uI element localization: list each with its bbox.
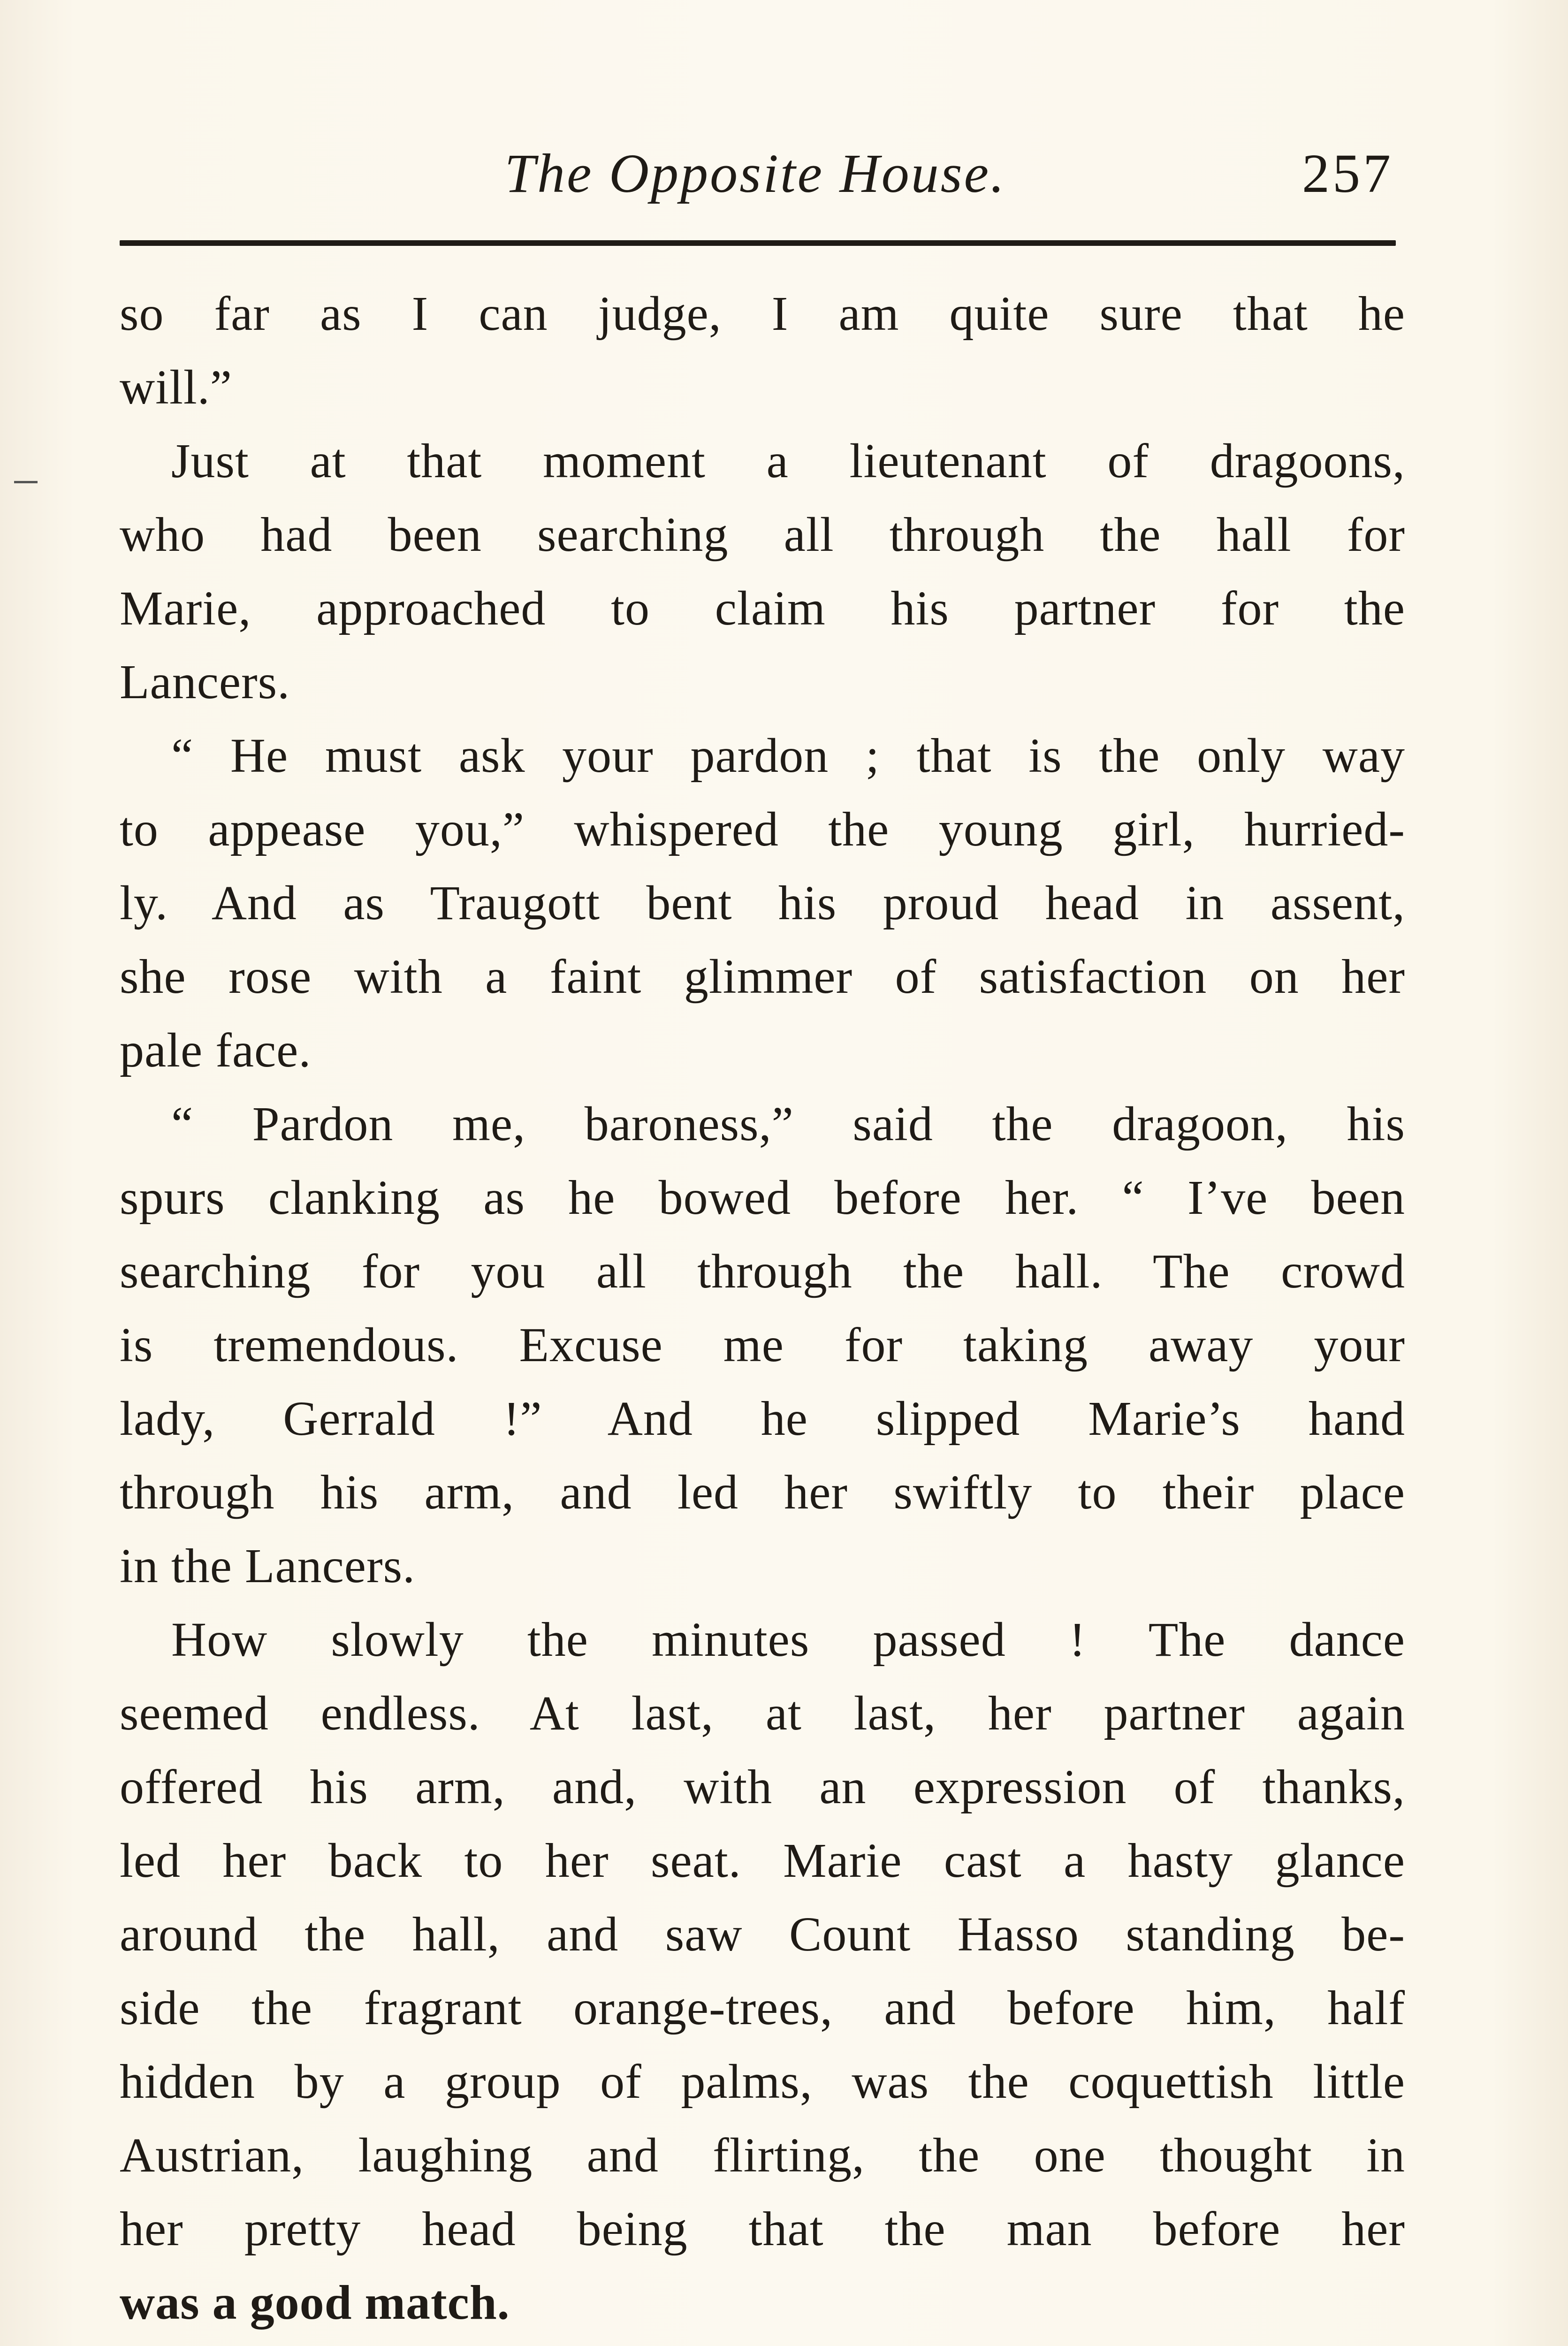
text-line: around the hall, and saw Count Hasso standing be- <box>120 1907 1405 1961</box>
text-line: Marie, approached to claim his partner for the <box>120 581 1405 635</box>
text-line: through his arm, and led her swiftly to their place <box>120 1465 1405 1519</box>
text-line: pale face. <box>120 1023 312 1077</box>
text-line: ly. And as Traugott bent his proud head in assent, <box>120 876 1405 930</box>
text-line: she rose with a faint glimmer of satisfaction on her <box>120 950 1405 1004</box>
text-line: seemed endless. At last, at last, her partner again <box>120 1686 1405 1740</box>
text-line: How slowly the minutes passed ! The dance <box>171 1613 1405 1667</box>
margin-mark <box>14 481 38 483</box>
text-line: Just at that moment a lieutenant of dragoons, <box>171 434 1405 488</box>
text-line: Austrian, laughing and flirting, the one thought in <box>120 2128 1405 2182</box>
header-rule <box>120 240 1396 246</box>
text-line: side the fragrant orange-trees, and before him, half <box>120 1981 1405 2035</box>
text-line: will.” <box>120 360 232 414</box>
text-line: her pretty head being that the man before her <box>120 2202 1405 2256</box>
text-line: lady, Gerrald !” And he slipped Marie’s hand <box>120 1392 1405 1446</box>
text-line: to appease you,” whispered the young girl, hurried- <box>120 802 1405 856</box>
text-line: is tremendous. Excuse me for taking away your <box>120 1318 1405 1372</box>
text-line: was a good match. <box>120 2276 510 2330</box>
running-head <box>117 136 1393 211</box>
text-line: offered his arm, and, with an expression of thanks, <box>120 1760 1405 1814</box>
text-line: hidden by a group of palms, was the coquettish little <box>120 2055 1405 2109</box>
page-number: 257 <box>1302 143 1393 204</box>
text-line: spurs clanking as he bowed before her. “ I’ve been <box>120 1171 1405 1225</box>
text-body <box>120 277 1405 2339</box>
text-line: searching for you all through the hall. The crowd <box>120 1244 1405 1298</box>
text-line: in the Lancers. <box>120 1539 416 1593</box>
text-line: Lancers. <box>120 655 290 709</box>
text-line: led her back to her seat. Marie cast a hasty glance <box>120 1834 1405 1888</box>
text-line: “ Pardon me, baroness,” said the dragoon, his <box>171 1097 1405 1151</box>
text-line: so far as I can judge, I am quite sure that he <box>120 287 1405 341</box>
text-line: “ He must ask your pardon ; that is the only way <box>171 729 1405 783</box>
text-line: who had been searching all through the hall for <box>120 508 1405 562</box>
running-title: The Opposite House. <box>504 143 1006 204</box>
